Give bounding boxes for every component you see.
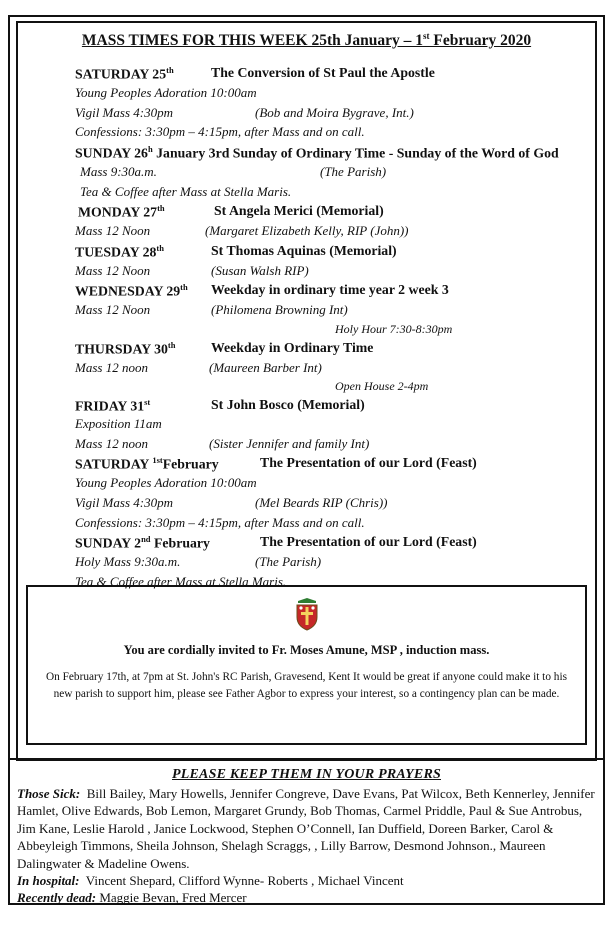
entry-text: Confessions: 3:30pm – 4:15pm, after Mass and on call. (75, 124, 365, 139)
day-label: SUNDAY 26 (75, 145, 148, 161)
hospital-label: In hospital: (17, 873, 80, 889)
intention-note: (Susan Walsh RIP) (211, 263, 309, 278)
day-label-rest: January 3rd Sunday of Ordinary Time - Sunday of the Word of God (152, 145, 559, 161)
intention-note: (Sister Jennifer and family Int) (209, 436, 370, 451)
schedule-entry (80, 164, 387, 180)
day-label: TUESDAY 28 (75, 244, 157, 260)
prayers-list (17, 785, 597, 907)
intention-note: (The Parish) (255, 554, 322, 569)
schedule-day-heading (75, 534, 477, 551)
schedule-extra-event: Holy Hour 7:30-8:30pm (335, 322, 453, 336)
sick-names: Bill Bailey, Mary Howells, Jennifer Congreve, Dave Evans, Pat Wilcox, Beth Kennerley, Jennifer Hamlet, Olive Edwards, Bob Lemon, Margaret Grundy, Bob Thomas, Carmel Priddle, Paul & Sue Antrobus, Jim Kane, Leslie Harold , Janice Lockwood, Stephen O’Connell, Ian Duffield, Doreen Barker, Carol & Abbeyleigh Timmons, Sheila Johnson, Shelagh Scraggs, , Lilly Barrow, Desmond Johnson., Maureen Dalingwater & Madeline Owens. (17, 786, 595, 871)
schedule-entry (75, 436, 370, 452)
mass-times-box (16, 21, 597, 761)
entry-text: Holy Mass 9:30a.m. (75, 554, 181, 569)
schedule-day-heading (75, 243, 397, 260)
schedule-entry (75, 475, 257, 491)
feast-title: Weekday in ordinary time year 2 week 3 (211, 282, 449, 297)
intention-note: (Maureen Barber Int) (209, 360, 322, 375)
feast-title: St Angela Merici (Memorial) (214, 203, 384, 218)
mass-times-title: MASS TIMES FOR THIS WEEK 25th January – 1st February 2020 (81, 31, 532, 50)
day-suffix: h (147, 144, 153, 154)
day-suffix: st (144, 397, 151, 407)
entry-text: Mass 12 Noon (75, 302, 151, 317)
day-suffix: th (180, 282, 188, 292)
entry-text: Vigil Mass 4:30pm (75, 105, 173, 120)
schedule-day-heading (75, 455, 477, 472)
intention-note: (Philomena Browning Int) (211, 302, 348, 317)
entry-text: Exposition 11am (75, 416, 162, 431)
feast-title: St Thomas Aquinas (Memorial) (211, 243, 397, 258)
schedule-entry (75, 495, 388, 511)
schedule-day-heading (75, 282, 449, 299)
entry-text: Young Peoples Adoration 10:00am (75, 85, 257, 100)
day-label-rest: February (162, 456, 219, 472)
entry-text: Mass 12 Noon (75, 223, 151, 238)
schedule-day-heading (75, 65, 435, 82)
day-label: MONDAY 27 (78, 204, 158, 220)
recently-dead-label: Recently dead: (17, 890, 97, 906)
schedule-entry (75, 124, 365, 140)
intention-note: (Bob and Moira Bygrave, Int.) (255, 105, 414, 120)
feast-title: Weekday in Ordinary Time (211, 340, 374, 355)
hospital-names: Vincent Shepard, Clifford Wynne- Roberts , Michael Vincent (85, 873, 404, 889)
entry-text: Tea & Coffee after Mass at Stella Maris. (75, 574, 287, 589)
day-label: THURSDAY 30 (75, 341, 168, 357)
schedule-entry (75, 360, 322, 376)
schedule-entry (80, 184, 291, 200)
day-label-rest: February (150, 535, 210, 551)
entry-text: Mass 9:30a.m. (80, 164, 157, 179)
feast-title: The Presentation of our Lord (Feast) (260, 534, 477, 549)
day-suffix: 1st (152, 455, 163, 465)
crest-icon (294, 597, 320, 636)
prayers-section (10, 758, 603, 906)
schedule-day-heading (75, 144, 559, 161)
schedule-entry (75, 105, 414, 121)
schedule-entry (75, 416, 162, 432)
feast-title: The Presentation of our Lord (Feast) (260, 455, 477, 470)
schedule-entry (75, 85, 257, 101)
schedule-entry (75, 554, 322, 570)
entry-text: Confessions: 3:30pm – 4:15pm, after Mass and on call. (75, 515, 365, 530)
intention-note: (Mel Beards RIP (Chris)) (255, 495, 388, 510)
day-suffix: nd (141, 534, 151, 544)
bulletin-page (8, 15, 605, 905)
intention-note: (Margaret Elizabeth Kelly, RIP (John)) (205, 223, 409, 238)
schedule-extra-event: Open House 2-4pm (335, 379, 429, 393)
schedule-day-heading (78, 203, 384, 220)
feast-title: The Conversion of St Paul the Apostle (211, 65, 435, 80)
prayers-title: PLEASE KEEP THEM IN YOUR PRAYERS (172, 767, 441, 782)
entry-text: Young Peoples Adoration 10:00am (75, 475, 257, 490)
schedule-entry (75, 263, 309, 279)
sick-label: Those Sick: (17, 786, 81, 801)
day-label: SATURDAY 25 (75, 66, 167, 82)
recently-dead-names: Maggie Bevan, Fred Mercer (99, 890, 247, 906)
day-suffix: th (157, 203, 165, 213)
entry-text: Mass 12 Noon (75, 263, 151, 278)
schedule-day-heading (75, 340, 374, 357)
invitation-box (26, 585, 587, 745)
entry-text: Tea & Coffee after Mass at Stella Maris. (80, 184, 292, 199)
entry-text: Mass 12 noon (75, 360, 148, 375)
invitation-heading: You are cordially invited to Fr. Moses Amune, MSP , induction mass. (123, 643, 490, 657)
schedule-day-heading (75, 397, 365, 414)
entry-text: Vigil Mass 4:30pm (75, 495, 173, 510)
schedule-entry (75, 223, 409, 239)
day-suffix: th (156, 243, 164, 253)
feast-title: St John Bosco (Memorial) (211, 397, 365, 412)
day-suffix: th (167, 340, 176, 350)
day-label: WEDNESDAY 29 (75, 283, 181, 299)
invitation-text: On February 17th, at 7pm at St. John's RC Parish, Gravesend, Kent It would be great if anyone could make it to his new parish to support him, please see Father Agbor to express your interest, so a contingency plan can be made. (46, 671, 567, 700)
day-label: FRIDAY 31 (75, 398, 145, 414)
day-label: SATURDAY (75, 456, 153, 472)
day-suffix: th (166, 65, 174, 75)
schedule-entry (75, 302, 348, 318)
entry-text: Mass 12 noon (75, 436, 148, 451)
intention-note: (The Parish) (320, 164, 387, 179)
schedule-entry (75, 515, 365, 531)
day-label: SUNDAY 2 (75, 535, 142, 551)
